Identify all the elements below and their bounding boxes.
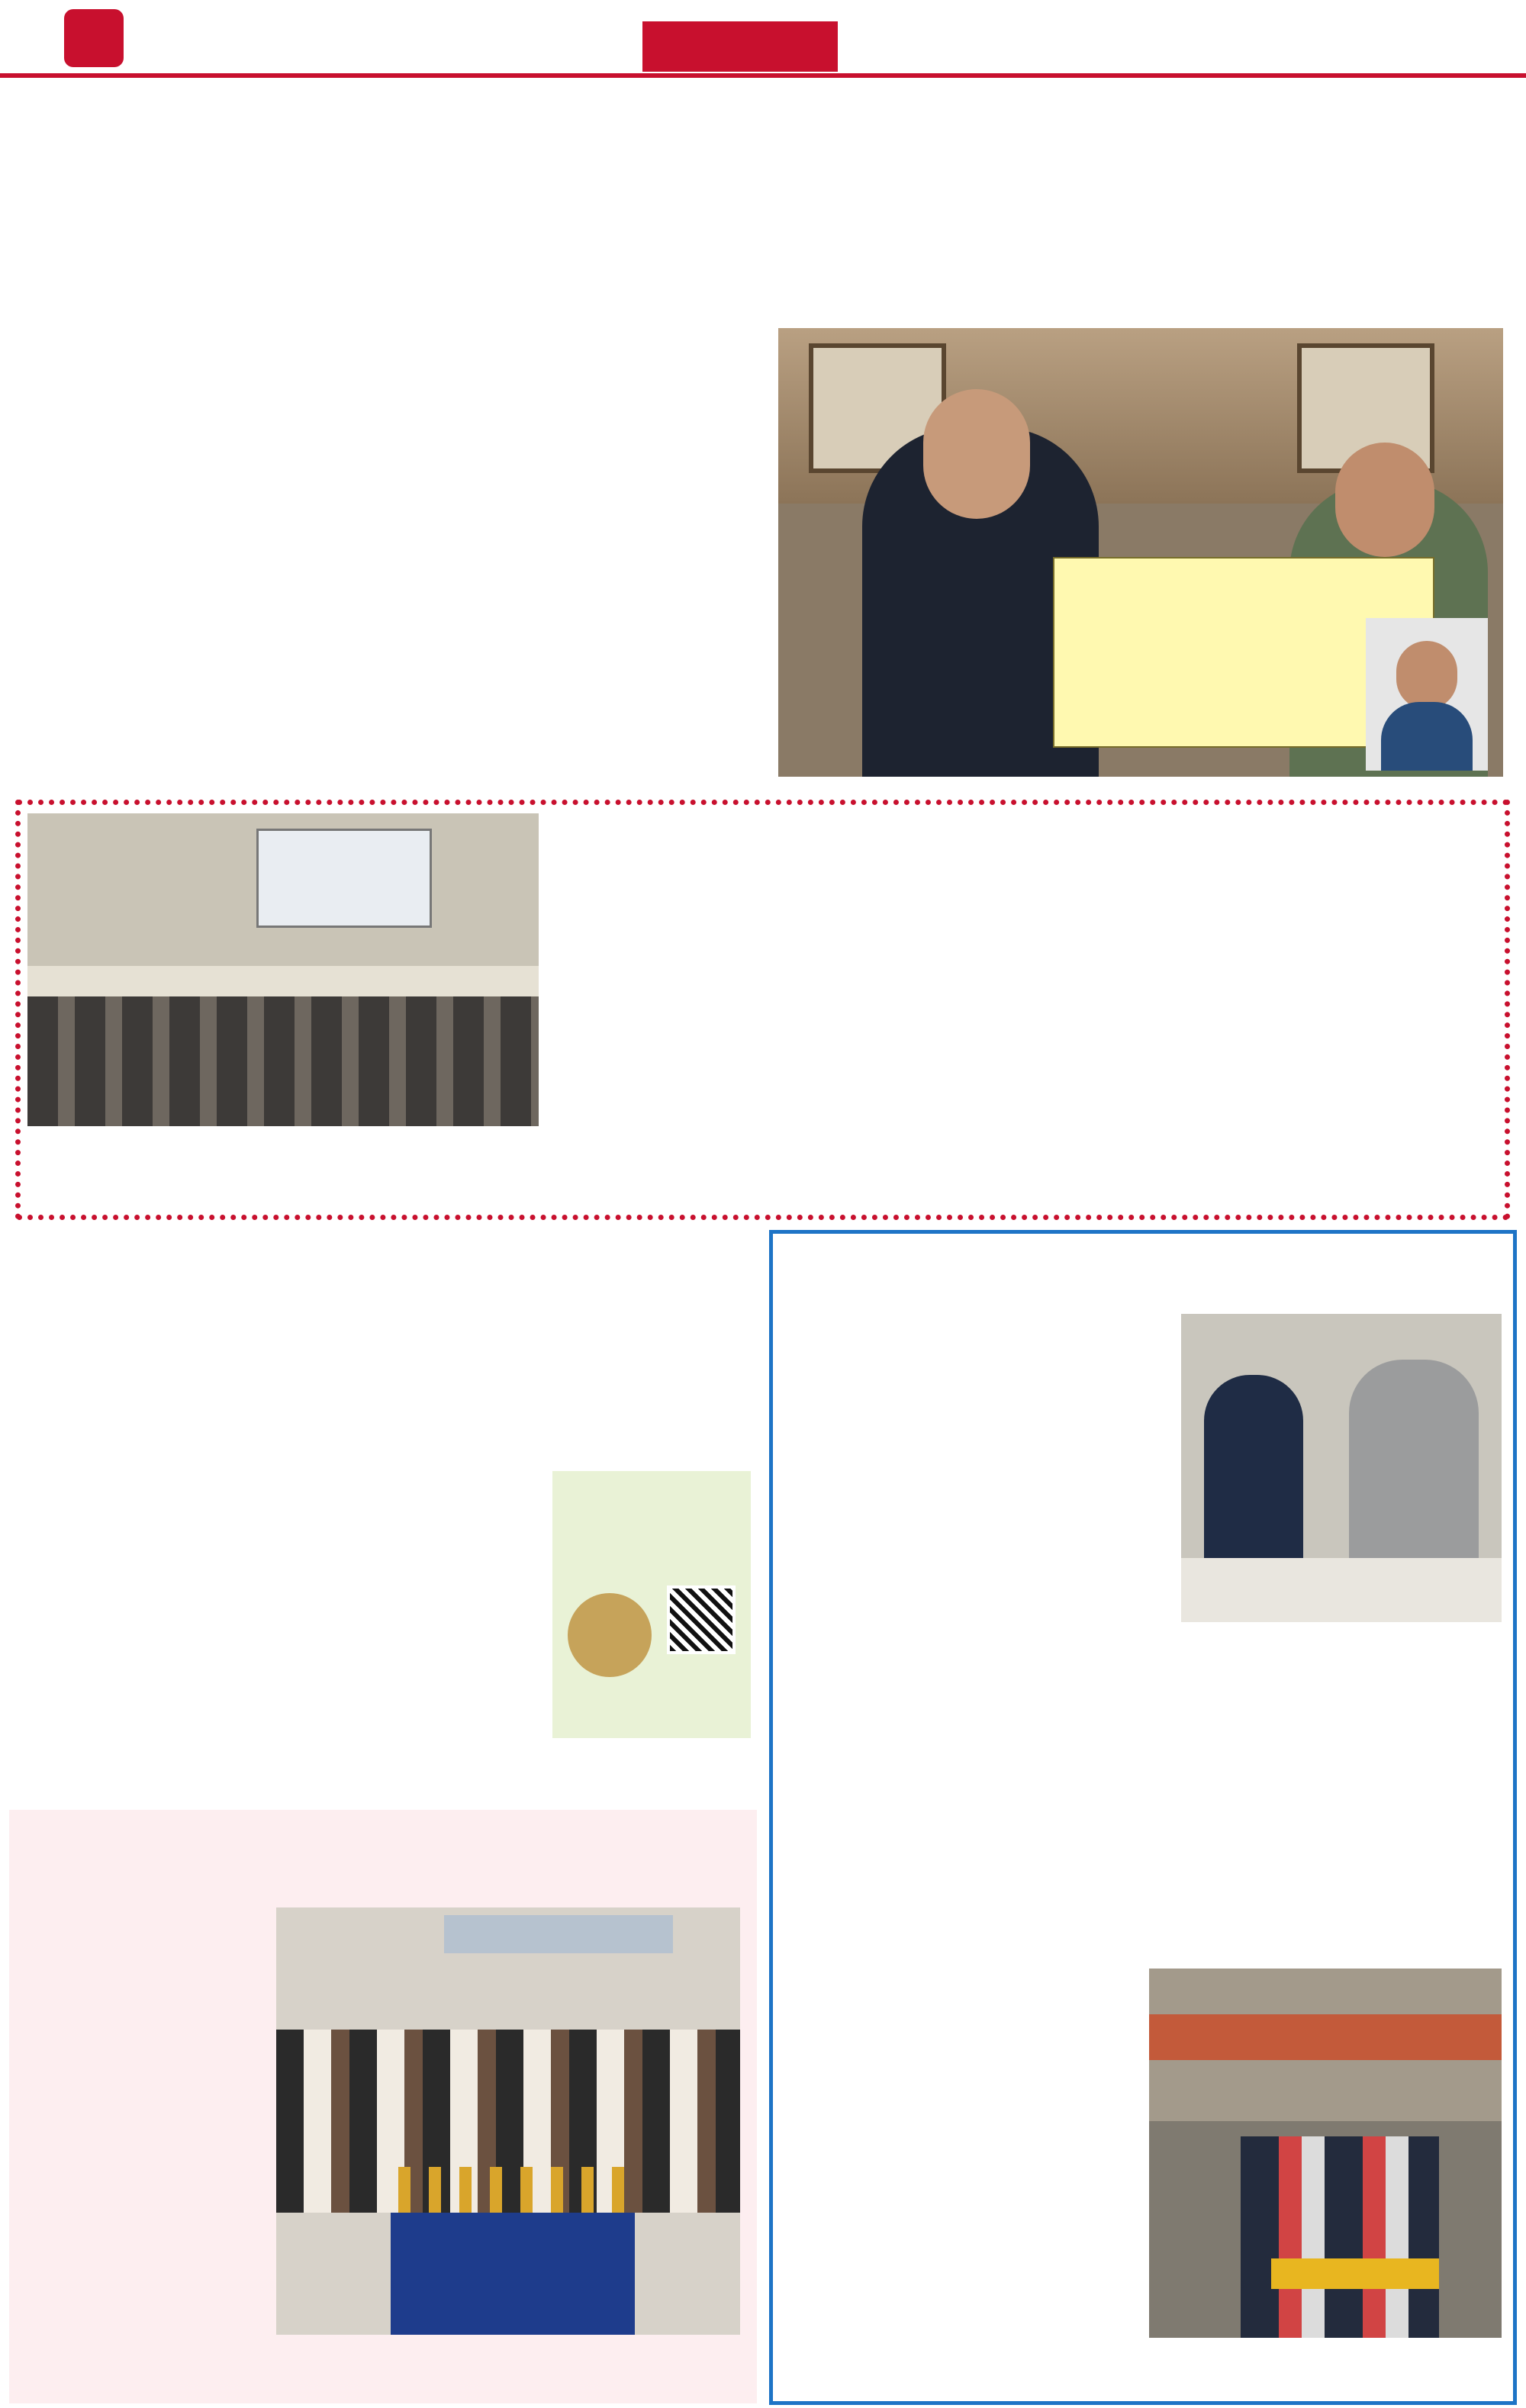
sec2-headline <box>557 816 595 911</box>
seminar-audience <box>27 989 539 1126</box>
counter-desk <box>1181 1558 1502 1622</box>
sec3-col-3 <box>522 1320 755 1466</box>
classroom-sign <box>444 1915 673 1953</box>
sec4-photo <box>276 1907 740 2335</box>
sec6-photo <box>1149 1969 1502 2338</box>
dotted-border-left <box>15 800 21 1219</box>
poster-qr <box>667 1585 736 1654</box>
lead-photo <box>778 328 1503 777</box>
sec6-text-left <box>786 1969 1141 2341</box>
sec4-headline <box>46 1825 64 1894</box>
sec6-text-full <box>786 2342 1495 2344</box>
page-number-badge <box>64 9 124 67</box>
lead-col-1 <box>23 328 388 783</box>
sec3-headline <box>12 1235 34 1308</box>
table-banner-text <box>391 2213 635 2289</box>
sec2-col-2 <box>871 974 1177 1202</box>
lead-headline <box>23 84 69 252</box>
dotted-border-right <box>1505 800 1510 1219</box>
seminar-screen-text <box>259 831 430 868</box>
seminar-tables <box>27 966 539 996</box>
sec5-photo <box>1181 1314 1502 1622</box>
lead-col-2 <box>397 328 763 783</box>
dotted-border-bottom <box>17 1215 1509 1220</box>
sec3-col-2 <box>266 1320 511 1778</box>
sec2-col-3 <box>1187 974 1495 1202</box>
sec6-text-full-visible <box>786 2103 1495 2104</box>
sec4-col-1 <box>46 1907 267 2396</box>
stretcher <box>1271 2258 1439 2289</box>
councilor-head <box>1335 443 1434 557</box>
masthead <box>0 0 1526 76</box>
rescuers <box>1241 2136 1439 2338</box>
sec5-text-top <box>786 1311 1167 1738</box>
sec4-bottom-2 <box>276 2368 740 2394</box>
mayor-head <box>923 389 1030 519</box>
sec4-bottom-1 <box>276 2344 740 2369</box>
dotted-border-top <box>17 800 1509 805</box>
street-awning <box>1149 2014 1502 2060</box>
sign-language-inset <box>1366 618 1488 771</box>
masthead-rule <box>0 73 1526 78</box>
trophies <box>398 2167 627 2213</box>
poster-food <box>568 1593 652 1677</box>
sec6-headline <box>815 1895 836 1959</box>
section-banner <box>642 21 838 72</box>
seminar-screen <box>256 829 432 928</box>
sec2-photo <box>27 813 539 1126</box>
sec3-col-1 <box>12 1320 256 1778</box>
sec5-text-full <box>786 1743 1495 1890</box>
trophy-table <box>391 2213 635 2335</box>
sec2-col-1 <box>549 974 859 1202</box>
sec5-headline <box>832 1239 848 1303</box>
sec3-poster <box>552 1471 751 1738</box>
